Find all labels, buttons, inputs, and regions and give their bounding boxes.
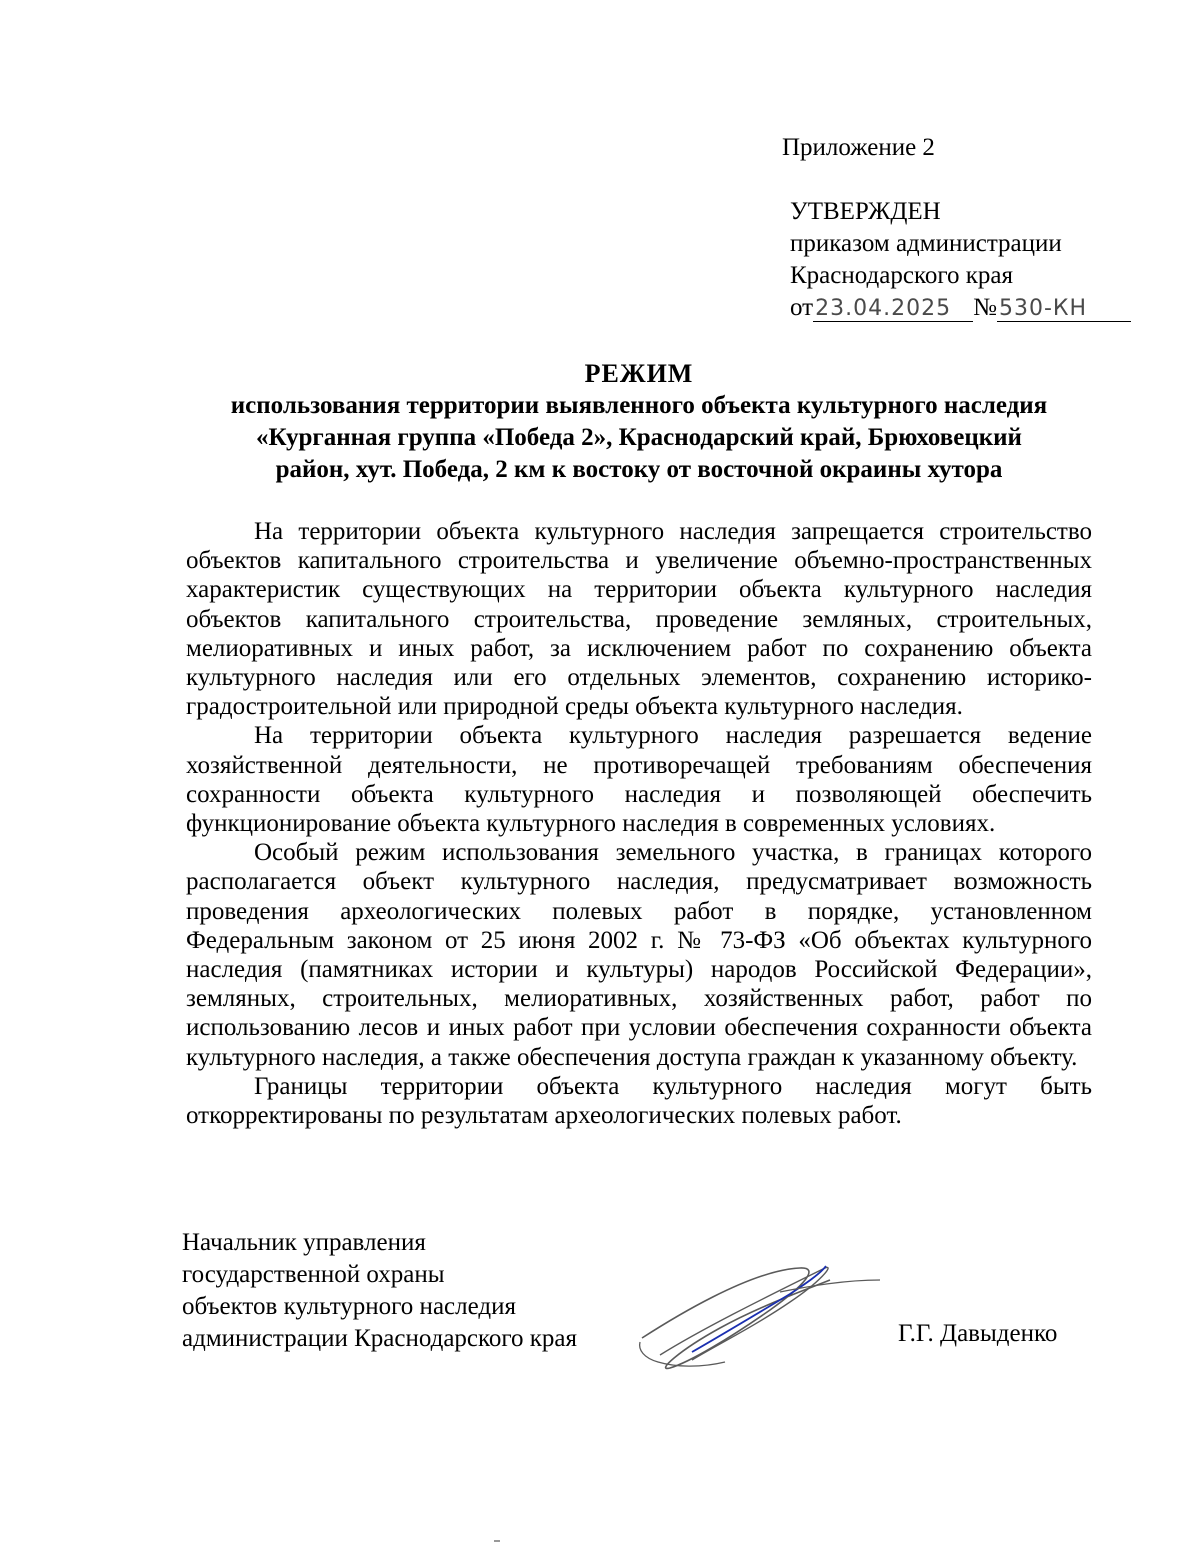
handwritten-date: 23.04.2025 (813, 297, 973, 322)
paragraph-2: На территории объекта культурного наследия разрешается ведение хозяйственной деятельности, не противоречащей требованиям обеспечения сохранности объекта культурного наследия и позволяющей обеспечить функционирование объекта культурного наследия в современных условиях. (186, 722, 1092, 838)
approval-line-1: приказом администрации (790, 230, 1062, 257)
approval-heading: УТВЕРЖДЕН (790, 198, 941, 225)
signatory-line-3: объектов культурного наследия (182, 1293, 516, 1320)
page-mark (494, 1540, 500, 1542)
signatory-line-2: государственной охраны (182, 1261, 445, 1288)
title-line-1: использования территории выявленного объекта культурного наследия (230, 392, 1048, 419)
date-prefix: от (790, 294, 814, 321)
title-line-3: район, хут. Победа, 2 км к востоку от восточной окраины хутора (275, 456, 1003, 483)
title-line-2: «Курганная группа «Победа 2», Краснодарский край, Брюховецкий (256, 424, 1022, 451)
handwritten-number: 530-КН (997, 297, 1131, 322)
number-prefix: № (973, 294, 997, 321)
signatory-line-4: администрации Краснодарского края (182, 1325, 578, 1352)
signer-name: Г.Г. Давыденко (898, 1320, 1058, 1347)
document-title (186, 358, 1092, 486)
appendix-label: Приложение 2 (782, 134, 935, 161)
paragraph-1: На территории объекта культурного наследия запрещается строительство объектов капитального строительства и увеличение объемно-пространственных характеристик существующих на территории объекта культурного наследия объектов капитального строительства, проведение земляных, строительных, мелиоративных и иных работ, за исключением работ по сохранению объекта культурного наследия или его отдельных элементов, сохранению историко-градостроительной или природной среды объекта культурного наследия. (186, 518, 1092, 721)
approval-line-2: Краснодарского края (790, 262, 1013, 289)
handwritten-signature (630, 1250, 890, 1380)
document-body (186, 517, 1092, 1130)
paragraph-4: Границы территории объекта культурного наследия могут быть откорректированы по результатам археологических полевых работ. (186, 1072, 1092, 1130)
title-main: РЕЖИМ (584, 359, 694, 388)
signatory-line-1: Начальник управления (182, 1229, 426, 1256)
signature-stroke-gray (642, 1268, 830, 1369)
signature-stroke-gray-2 (660, 1267, 828, 1360)
approval-block (790, 196, 1131, 324)
approval-date-line (790, 292, 1131, 324)
paragraph-3: Особый режим использования земельного участка, в границах которого располагается объект культурного наследия, предусматривает возможность проведения археологических полевых работ в порядке, установленном Федеральным законом от 25 июня 2002 г. № 73-ФЗ «Об объектах культурного наследия (памятниках истории и культуры) народов Российской Федерации», земляных, строительных, мелиоративных, хозяйственных работ, работ по использованию лесов и иных работ при условии обеспечения сохранности объекта культурного наследия, а также обеспечения доступа граждан к указанному объекту. (186, 839, 1092, 1071)
signatory-position (182, 1227, 577, 1355)
